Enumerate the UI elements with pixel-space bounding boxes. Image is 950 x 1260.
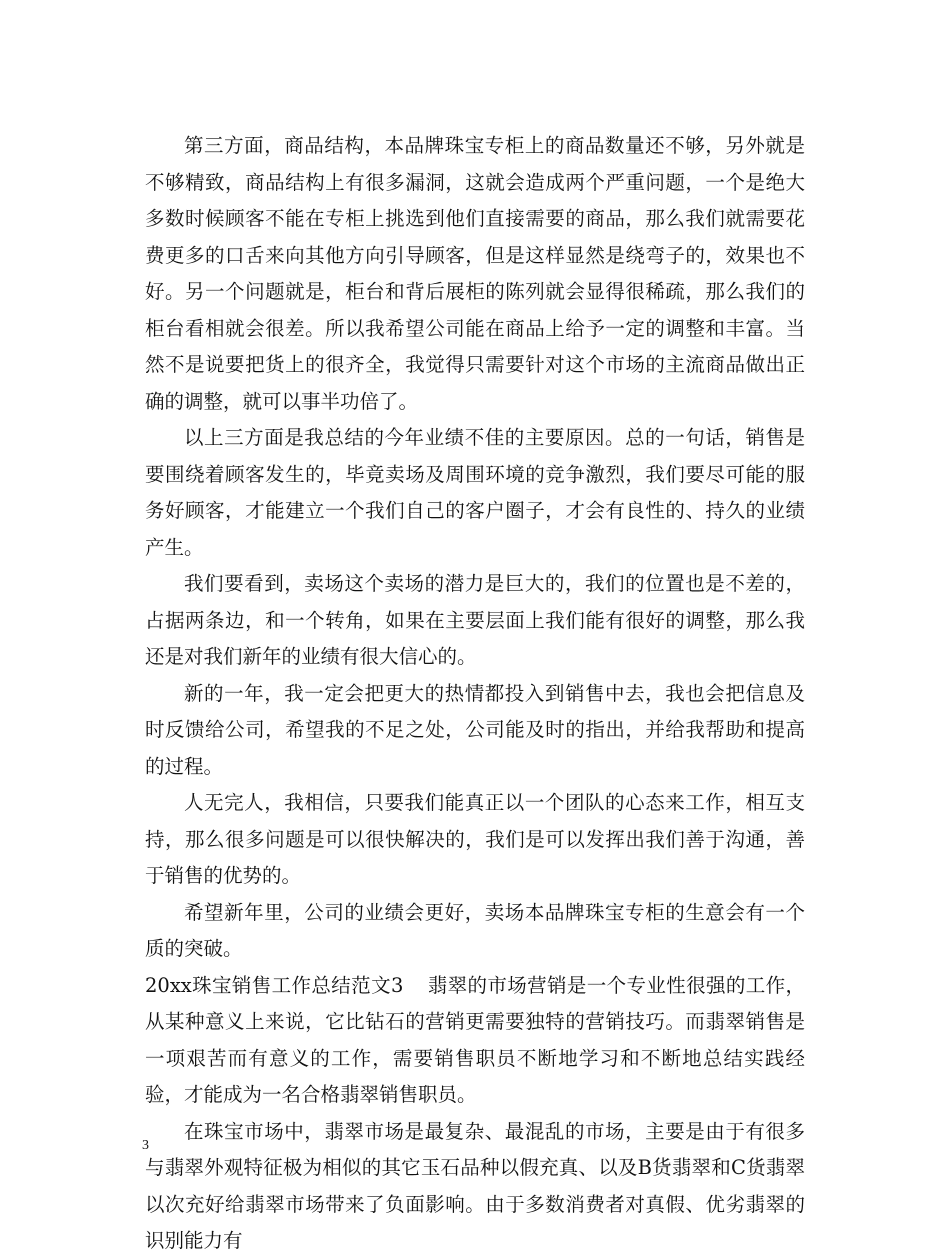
paragraph: 我们要看到，卖场这个卖场的潜力是巨大的，我们的位置也是不差的，占据两条边，和一个转角，如果在主要层面上我们能有很好的调整，那么我还是对我们新年的业绩有很大信心的。 (145, 572, 805, 668)
section-heading-paragraph (145, 968, 805, 1114)
paragraph: 以上三方面是我总结的今年业绩不佳的主要原因。总的一句话，销售是要围绕着顾客发生的，毕竟卖场及周围环境的竞争激烈，我们要尽可能的服务好顾客，才能建立一个我们自己的客户圈子，才会有良性的、持久的业绩产生。 (145, 426, 805, 559)
paragraph: 新的一年，我一定会把更大的热情都投入到销售中去，我也会把信息及时反馈给公司，希望我的不足之处，公司能及时的指出，并给我帮助和提高的过程。 (145, 681, 805, 778)
paragraph: 希望新年里，公司的业绩会更好，卖场本品牌珠宝专柜的生意会有一个质的突破。 (145, 900, 805, 960)
paragraph: 人无完人，我相信，只要我们能真正以一个团队的心态来工作，相互支持，那么很多问题是可以很快解决的，我们是可以发挥出我们善于沟通，善于销售的优势的。 (145, 791, 805, 887)
paragraph: 第三方面，商品结构，本品牌珠宝专柜上的商品数量还不够，另外就是不够精致，商品结构上有很多漏洞，这就会造成两个严重问题，一个是绝大多数时候顾客不能在专柜上挑选到他们直接需要的商品，那么我们就需要花费更多的口舌来向其他方向引导顾客，但是这样显然是绕弯子的，效果也不好。另一个问题就是，柜台和背后展柜的陈列就会显得很稀疏，那么我们的柜台看相就会很差。所以我希望公司能在商品上给予一定的调整和丰富。当然不是说要把货上的很齐全，我觉得只需要针对这个市场的主流商品做出正确的调整，就可以事半功倍了。 (145, 134, 805, 413)
section-first-paragraph: 翡翠的市场营销是一个专业性很强的工作，从某种意义上来说，它比钻石的营销更需要独特的营销技巧。而翡翠销售是一项艰苦而有意义的工作，需要销售职员不断地学习和不断地总结实践经验，才能成为一名合格翡翠销售职员。 (145, 973, 805, 1106)
section-heading: 20xx珠宝销售工作总结范文3 (145, 973, 404, 997)
page-number: 3 (142, 1138, 149, 1153)
document-body (145, 128, 805, 1260)
paragraph: 在珠宝市场中，翡翠市场是最复杂、最混乱的市场，主要是由于有很多与翡翠外观特征极为相似的其它玉石品种以假充真、以及B货翡翠和C货翡翠以次充好给翡翠市场带来了负面影响。由于多数消费者对真假、优劣翡翠的识别能力有 (145, 1119, 805, 1252)
